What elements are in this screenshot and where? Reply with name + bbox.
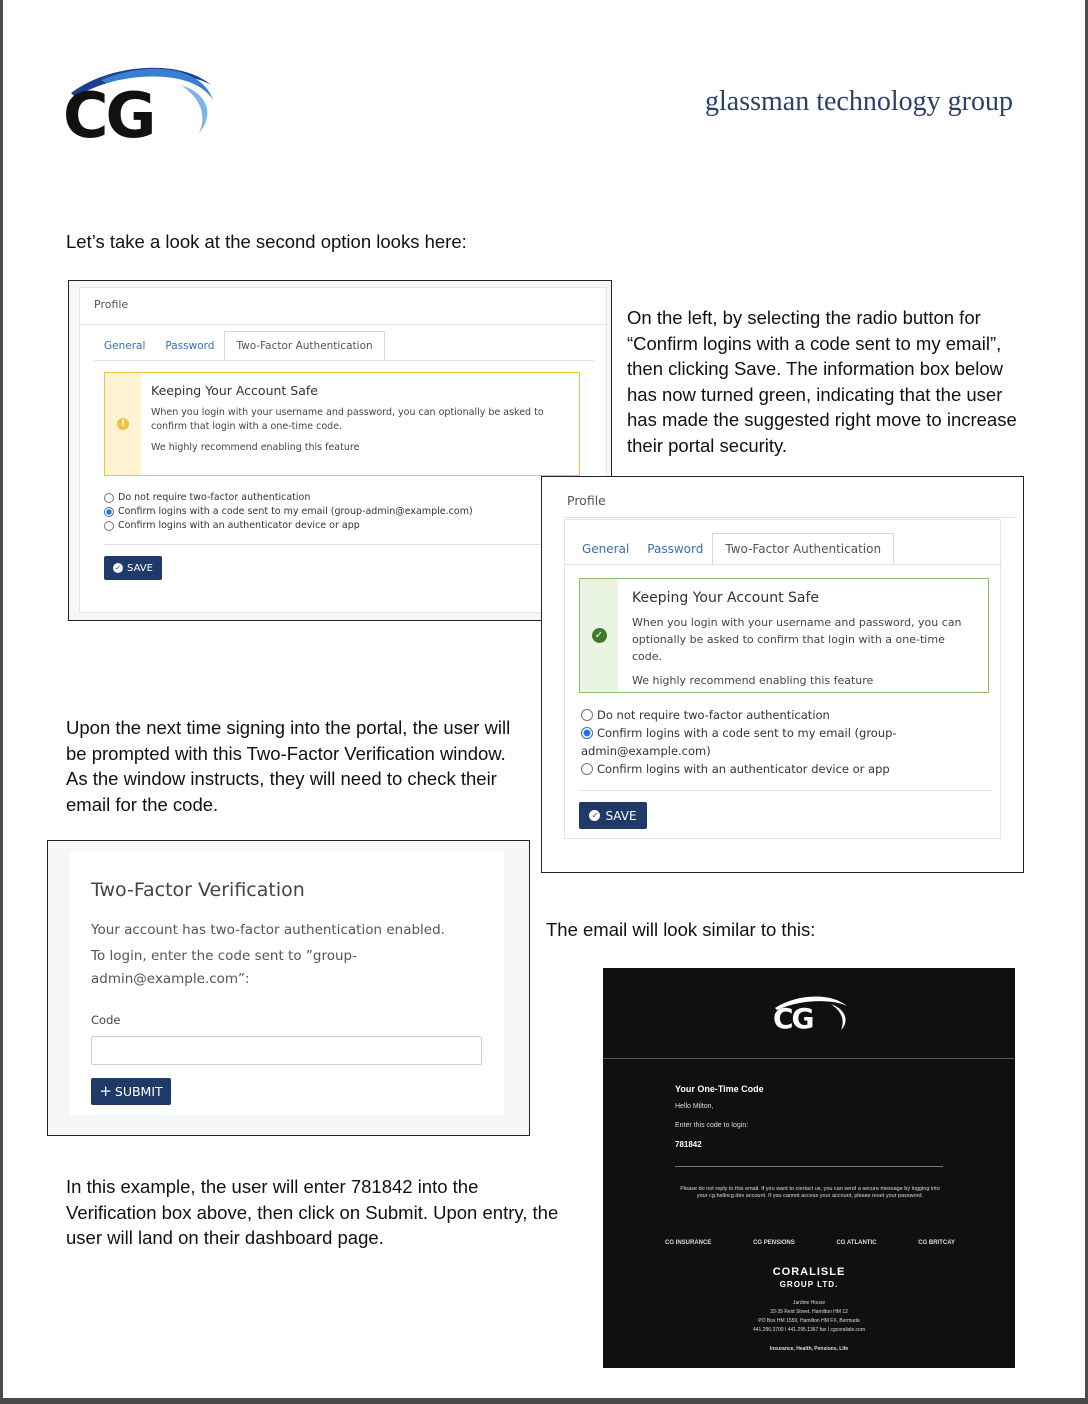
document-page — [3, 0, 1085, 1398]
email-code: 781842 — [675, 1140, 702, 1149]
verification-card — [70, 851, 504, 1115]
check-circle-icon: ✓ — [113, 563, 123, 573]
intro-text: Let’s take a look at the second option looks here: — [66, 231, 467, 252]
cg-logo — [61, 55, 221, 155]
radio-button[interactable] — [104, 521, 114, 531]
success-check-icon: ✓ — [592, 628, 607, 643]
email-instruction: Enter this code to login: — [675, 1122, 749, 1129]
info-recommend: We highly recommend enabling this feature — [151, 442, 360, 453]
code-input[interactable] — [91, 1036, 482, 1065]
code-label: Code — [91, 1013, 121, 1027]
plus-icon: + — [99, 1082, 112, 1100]
email-company-2: GROUP LTD. — [779, 1280, 839, 1289]
profile-card — [79, 287, 607, 613]
verification-text-1: Your account has two-factor authentication enabled. — [91, 922, 445, 938]
save-button[interactable]: ✓ SAVE — [579, 802, 647, 829]
tab-password[interactable]: Password — [165, 340, 215, 352]
warning-icon: ! — [117, 418, 129, 430]
tab-two-factor[interactable]: Two-Factor Authentication — [712, 533, 894, 564]
email-address-4: 441.296.3700 I 441.295.1367 fax I cgcoralisle.com — [752, 1327, 866, 1333]
email-address-3: PO Box HM 1559, Hamilton HM FX, Bermuda — [758, 1318, 860, 1324]
option-authenticator[interactable]: Confirm logins with an authenticator device or app — [104, 520, 473, 531]
tab-general[interactable]: General — [582, 542, 630, 556]
info-text: When you login with your username and password, you can optionally be asked to confirm that login with a one-time code. — [151, 407, 544, 432]
email-brand-row — [665, 1240, 955, 1246]
company-name: glassman technology group — [705, 86, 1013, 117]
brand-insurance: CG INSURANCE — [665, 1240, 712, 1246]
option-no-2fa[interactable]: Do not require two-factor authentication — [104, 492, 473, 503]
brand-atlantic: CG ATLANTIC — [836, 1240, 877, 1246]
tab-password[interactable]: Password — [647, 542, 704, 556]
radio-button[interactable] — [104, 493, 114, 503]
options-list — [104, 492, 473, 531]
email-tagline: Insurance, Health, Pensions, Life — [769, 1346, 849, 1352]
left-paragraph: Upon the next time signing into the portal, the user will be prompted with this Two-Factor Verification window. As the window instructs, they will need to check their email for the code. — [66, 717, 511, 815]
save-button[interactable]: ✓ SAVE — [104, 556, 162, 580]
info-box-success — [579, 578, 989, 693]
info-box-warning — [104, 372, 580, 476]
profile-tabs — [573, 532, 894, 564]
radio-button[interactable] — [581, 763, 593, 775]
option-email-code[interactable]: Confirm logins with a code sent to my email (group-admin@example.com) — [104, 506, 473, 517]
info-title: Keeping Your Account Safe — [151, 383, 318, 398]
tab-general[interactable]: General — [104, 340, 146, 352]
email-address-2: 33-35 Reid Street, Hamilton HM 12 — [770, 1309, 848, 1315]
email-greeting: Hello Milton, — [675, 1103, 714, 1110]
email-cg-logo — [771, 990, 851, 1038]
option-email-code[interactable]: Confirm logins with a code sent to my email (group-admin@example.com) — [581, 726, 897, 758]
radio-button-selected[interactable] — [104, 507, 114, 517]
profile-tabs — [94, 330, 385, 360]
profile-title: Profile — [567, 493, 606, 508]
profile-screenshot-warning — [68, 280, 612, 621]
email-preview — [603, 968, 1015, 1368]
cg-logo-text: CG — [63, 79, 154, 152]
check-circle-icon: ✓ — [589, 810, 600, 821]
info-text: When you login with your username and password, you can optionally be asked to confirm that login with a one-time code. — [632, 616, 962, 663]
email-heading: Your One-Time Code — [675, 1084, 764, 1094]
right-paragraph: On the left, by selecting the radio button for “Confirm logins with a code sent to my email”, then clicking Save. The information box below has now turned green, indicating that the user has made the suggested right move to increase their portal security. — [627, 307, 1017, 456]
submit-button[interactable]: + SUBMIT — [91, 1078, 171, 1105]
radio-button[interactable] — [581, 709, 593, 721]
option-authenticator[interactable]: Confirm logins with an authenticator device or app — [581, 760, 897, 778]
option-no-2fa[interactable]: Do not require two-factor authentication — [581, 706, 897, 724]
info-title: Keeping Your Account Safe — [632, 590, 820, 606]
info-recommend: We highly recommend enabling this feature — [632, 674, 874, 687]
bottom-paragraph: In this example, the user will enter 781842 into the Verification box above, then click on Submit. Upon entry, the user will land on their dashboard page. — [66, 1176, 559, 1249]
options-list — [581, 706, 897, 778]
email-company-1: CORALISLE — [772, 1266, 846, 1278]
verification-title: Two-Factor Verification — [91, 879, 305, 901]
tab-two-factor[interactable]: Two-Factor Authentication — [224, 331, 384, 360]
brand-pensions: CG PENSIONS — [753, 1240, 795, 1246]
email-address-1: Jardine House — [792, 1300, 826, 1306]
email-notice: Please do not reply to this email. If you want to contact us, you can send a secure message by logging into your cg.hellocg.dev account. If you cannot access your account, please reset your password. — [680, 1186, 940, 1199]
profile-screenshot-success — [541, 476, 1024, 873]
verification-text-2: To login, enter the code sent to ”group-admin@example.com”: — [91, 948, 357, 987]
profile-card — [564, 519, 1001, 839]
email-logo-text: CG — [773, 1002, 813, 1035]
profile-title: Profile — [94, 298, 129, 311]
radio-button-selected[interactable] — [581, 727, 593, 739]
verification-screenshot — [47, 840, 530, 1136]
email-intro: The email will look similar to this: — [546, 919, 816, 940]
brand-britcay: CG BRITCAY — [918, 1240, 955, 1246]
